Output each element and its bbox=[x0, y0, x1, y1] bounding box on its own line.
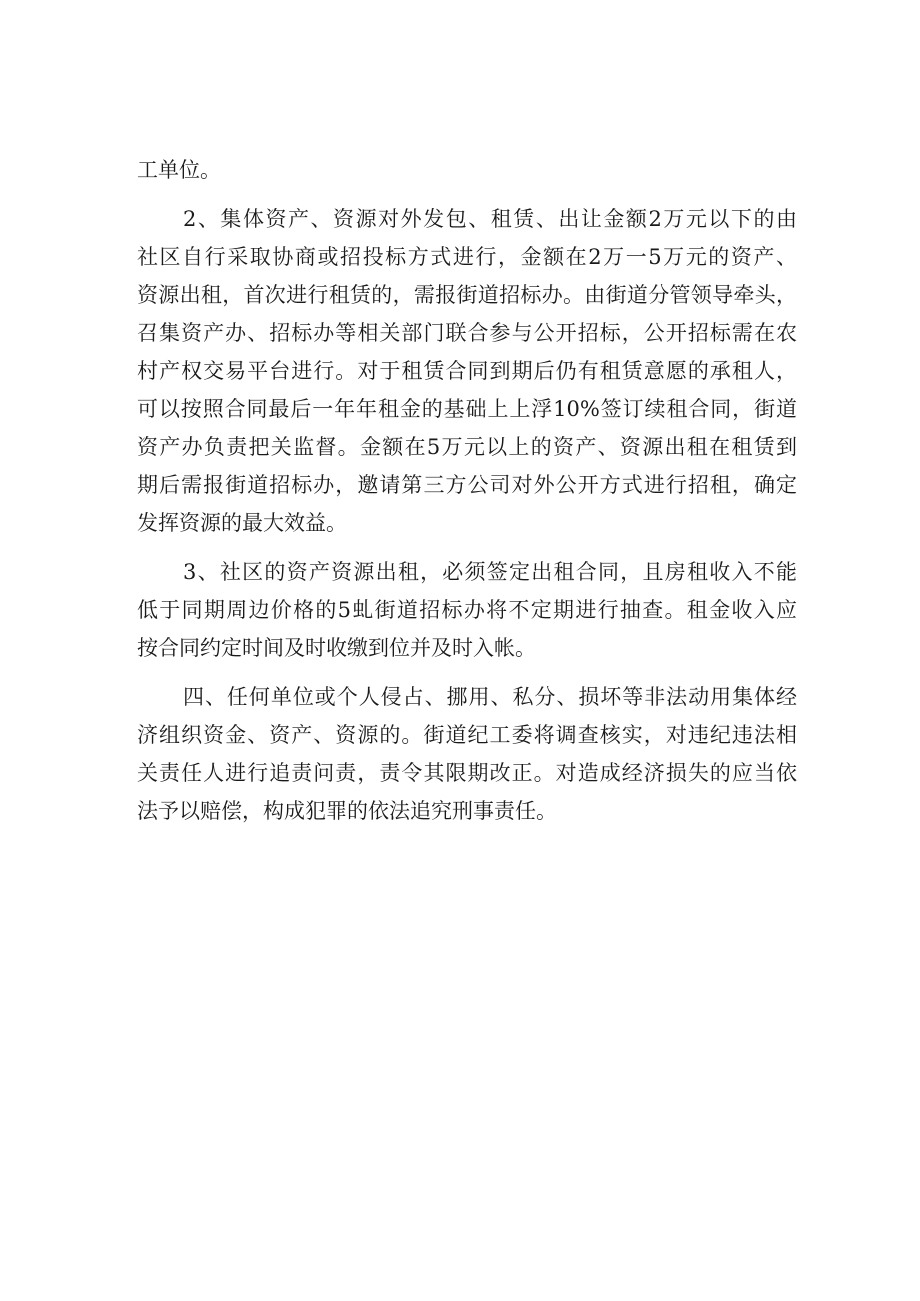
text-line: 工单位。 bbox=[137, 158, 221, 182]
text-line: 村产权交易平台进行。对于租赁合同到期后仍有租赁意愿的承租人， bbox=[137, 359, 797, 383]
paragraph-4 bbox=[137, 678, 797, 830]
text-line: 可以按照合同最后一年年租金的基础上上浮10%签订续租合同，街道 bbox=[137, 397, 797, 421]
paragraph-1 bbox=[137, 151, 797, 189]
text-line: 资源出租，首次进行租赁的，需报街道招标办。由街道分管领导牵头， bbox=[137, 283, 797, 307]
paragraph-gap bbox=[137, 189, 797, 200]
text-line: 2、集体资产、资源对外发包、租赁、出让金额2万元以下的由 bbox=[183, 207, 797, 231]
text-line: 资产办负责把关监督。金额在5万元以上的资产、资源出租在租赁到 bbox=[137, 435, 797, 459]
text-line: 济组织资金、资产、资源的。街道纪工委将调查核实，对违纪违法相 bbox=[137, 723, 797, 747]
paragraph-gap bbox=[137, 542, 797, 553]
text-line: 召集资产办、招标办等相关部门联合参与公开招标，公开招标需在农 bbox=[137, 321, 797, 345]
text-line: 低于同期周边价格的5虬街道招标办将不定期进行抽查。租金收入应 bbox=[137, 598, 797, 622]
document-body bbox=[137, 151, 797, 830]
text-line: 社区自行采取协商或招投标方式进行，金额在2万一5万元的资产、 bbox=[137, 245, 797, 269]
text-line: 四、任何单位或个人侵占、挪用、私分、损坏等非法动用集体经 bbox=[183, 685, 797, 709]
text-line: 3、社区的资产资源出租，必须签定出租合同，且房租收入不能 bbox=[183, 560, 797, 584]
paragraph-gap bbox=[137, 667, 797, 678]
text-line: 法予以赔偿，构成犯罪的依法追究刑事责任。 bbox=[137, 799, 557, 823]
paragraph-3 bbox=[137, 553, 797, 667]
text-line: 按合同约定时间及时收缴到位并及时入帐。 bbox=[137, 636, 536, 660]
text-line: 期后需报街道招标办，邀请第三方公司对外公开方式进行招租，确定 bbox=[137, 473, 797, 497]
text-line: 关责任人进行追责问责，责令其限期改正。对造成经济损失的应当依 bbox=[137, 761, 797, 785]
text-line: 发挥资源的最大效益。 bbox=[137, 511, 347, 535]
paragraph-2 bbox=[137, 200, 797, 542]
